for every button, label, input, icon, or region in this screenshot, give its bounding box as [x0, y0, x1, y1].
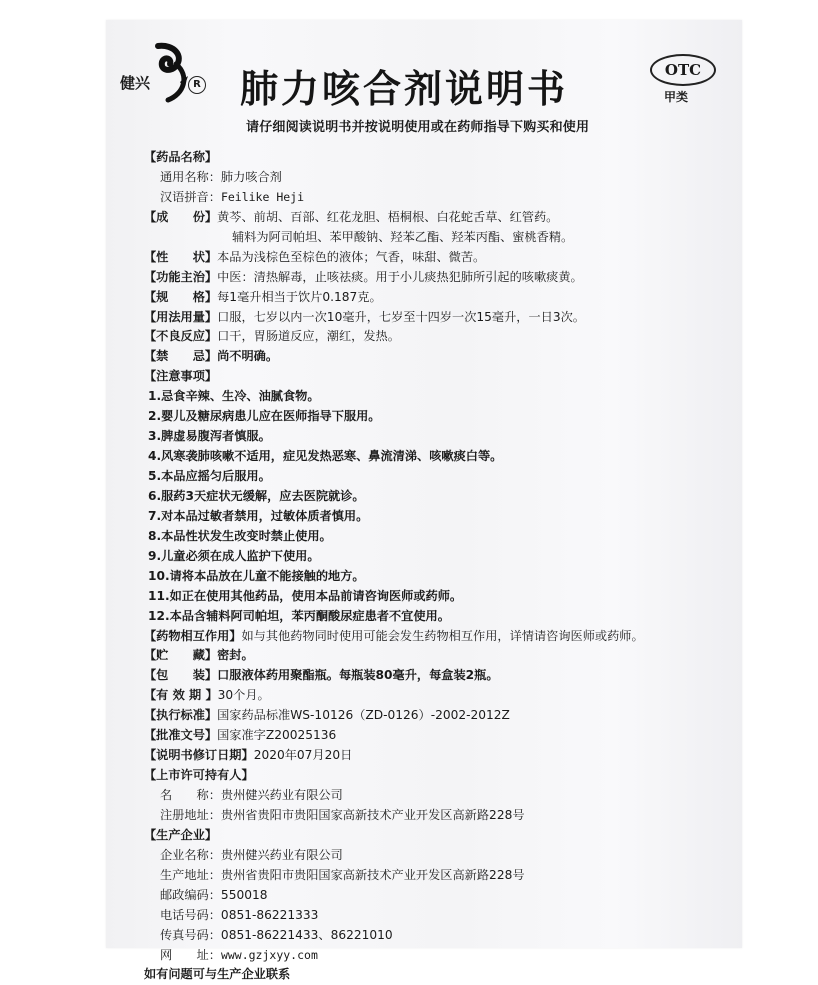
holder-address: 注册地址：贵州省贵阳市贵阳国家高新技术产业开发区高新路228号 [160, 807, 525, 822]
validity-label: 【有 效 期 】 [144, 688, 218, 703]
usage-label: 【用法用量】 [144, 309, 218, 324]
indication-label: 【功能主治】 [144, 269, 218, 284]
revision-value: 2020年07月20日 [253, 748, 353, 763]
contra-value: 尚不明确。 [217, 349, 279, 364]
maker-header: 【生产企业】 [144, 827, 218, 842]
precaution-item: 4.风寒袭肺咳嗽不适用，症见发热恶寒、鼻流清涕、咳嗽痰白等。 [148, 449, 503, 464]
precaution-item: 2.婴儿及糖尿病患儿应在医师指导下服用。 [148, 409, 381, 424]
usage-value: 口服，七岁以内一次10毫升，七岁至十四岁一次15毫升，一日3次。 [217, 309, 585, 324]
usage-row [144, 308, 734, 328]
adverse-label: 【不良反应】 [144, 329, 218, 344]
standard-value: 国家药品标准WS-10126（ZD-0126）-2002-2012Z [217, 708, 510, 723]
adverse-value: 口干，胃肠道反应，潮红，发热。 [217, 329, 400, 344]
validity-row [144, 686, 734, 706]
maker-name: 企业名称：贵州健兴药业有限公司 [160, 847, 343, 862]
storage-row [144, 646, 734, 666]
spec-value: 每1毫升相当于饮片0.187克。 [217, 289, 382, 304]
website-value: www.gzjxyy.com [220, 947, 318, 962]
usage-warning: 请仔细阅读说明书并按说明使用或在药师指导下购买和使用 [246, 120, 590, 135]
contra-label: 【禁 忌】 [144, 349, 218, 364]
precaution-item: 7.对本品过敏者禁用，过敏体质者慎用。 [148, 508, 369, 523]
maker-address: 生产地址：贵州省贵阳市贵阳国家高新技术产业开发区高新路228号 [160, 867, 525, 882]
precaution-item: 9.儿童必须在成人监护下使用。 [148, 548, 320, 563]
fax: 传真号码：0851-86221433、86221010 [160, 927, 393, 942]
precaution-item: 1.忌食辛辣、生冷、油腻食物。 [148, 389, 320, 404]
otc-category: 甲类 [664, 90, 689, 104]
character-value: 本品为浅棕色至棕色的液体；气香，味甜、微苦。 [217, 249, 486, 264]
package-label: 【包 装】 [144, 668, 218, 683]
package-row [144, 666, 734, 686]
package-value: 口服液体药用聚酯瓶。每瓶装80毫升，每盒装2瓶。 [217, 668, 499, 683]
phone: 电话号码：0851-86221333 [160, 907, 319, 922]
standard-label: 【执行标准】 [144, 708, 218, 723]
storage-label: 【贮 藏】 [144, 648, 218, 663]
storage-value: 密封。 [217, 648, 254, 663]
precaution-item: 11.如正在使用其他药品，使用本品前请咨询医师或药师。 [148, 588, 463, 603]
otc-badge: OTC [650, 54, 716, 86]
excipients: 辅料为阿司帕坦、苯甲酸钠、羟苯乙酯、羟苯丙酯、蜜桃香精。 [232, 229, 574, 244]
interaction-row [144, 627, 734, 647]
precaution-item: 5.本品应摇匀后服用。 [148, 469, 271, 483]
indication-row [144, 268, 734, 288]
indication-value: 中医：清热解毒，止咳祛痰。用于小儿痰热犯肺所引起的咳嗽痰黄。 [217, 269, 583, 284]
drug-name-header: 【药品名称】 [144, 150, 218, 164]
ingredients-label: 【成 份】 [144, 209, 218, 224]
registered-mark-icon: R [188, 76, 206, 94]
validity-value: 30个月。 [217, 688, 270, 703]
pinyin-label: 汉语拼音： [160, 189, 221, 204]
approval-label: 【批准文号】 [144, 728, 218, 743]
contra-row [144, 347, 734, 367]
pinyin-row [144, 188, 734, 208]
interaction-value: 如与其他药物同时使用可能会发生药物相互作用，详情请咨询医师或药师。 [241, 628, 644, 643]
interaction-label: 【药物相互作用】 [144, 628, 242, 643]
leaflet-body [144, 148, 734, 985]
holder-header: 【上市许可持有人】 [144, 768, 254, 783]
spec-label: 【规 格】 [144, 289, 218, 304]
precaution-item: 10.请将本品放在儿童不能接触的地方。 [148, 568, 365, 583]
precautions-header: 【注意事项】 [144, 369, 218, 384]
ingredients-value: 黄芩、前胡、百部、红花龙胆、梧桐根、白花蛇舌草、红管药。 [217, 209, 559, 224]
postcode: 邮政编码：550018 [160, 887, 268, 902]
generic-name: 通用名称：肺力咳合剂 [160, 169, 282, 184]
approval-value: 国家准字Z20025136 [217, 728, 337, 743]
revision-label: 【说明书修订日期】 [144, 748, 254, 763]
revision-row [144, 746, 734, 766]
ingredients-row [144, 208, 734, 228]
page-title: 肺力咳合剂说明书 [240, 67, 569, 111]
precaution-item: 3.脾虚易腹泻者慎服。 [148, 429, 271, 444]
approval-row [144, 726, 734, 746]
holder-name: 名 称：贵州健兴药业有限公司 [160, 788, 343, 802]
adverse-row [144, 327, 734, 347]
character-label: 【性 状】 [144, 249, 218, 264]
pinyin-value: Feilike Heji [220, 189, 305, 204]
precaution-item: 8.本品性状发生改变时禁止使用。 [148, 528, 332, 543]
brand-name: 健兴 [120, 74, 151, 92]
spec-row [144, 288, 734, 308]
contact-note: 如有问题可与生产企业联系 [144, 967, 291, 982]
website-label: 网 址： [160, 947, 221, 962]
precaution-item: 6.服药3天症状无缓解，应去医院就诊。 [148, 488, 365, 503]
character-row [144, 248, 734, 268]
website-row [144, 946, 734, 966]
precaution-item: 12.本品含辅料阿司帕坦，苯丙酮酸尿症患者不宜使用。 [148, 608, 450, 623]
standard-row [144, 706, 734, 726]
